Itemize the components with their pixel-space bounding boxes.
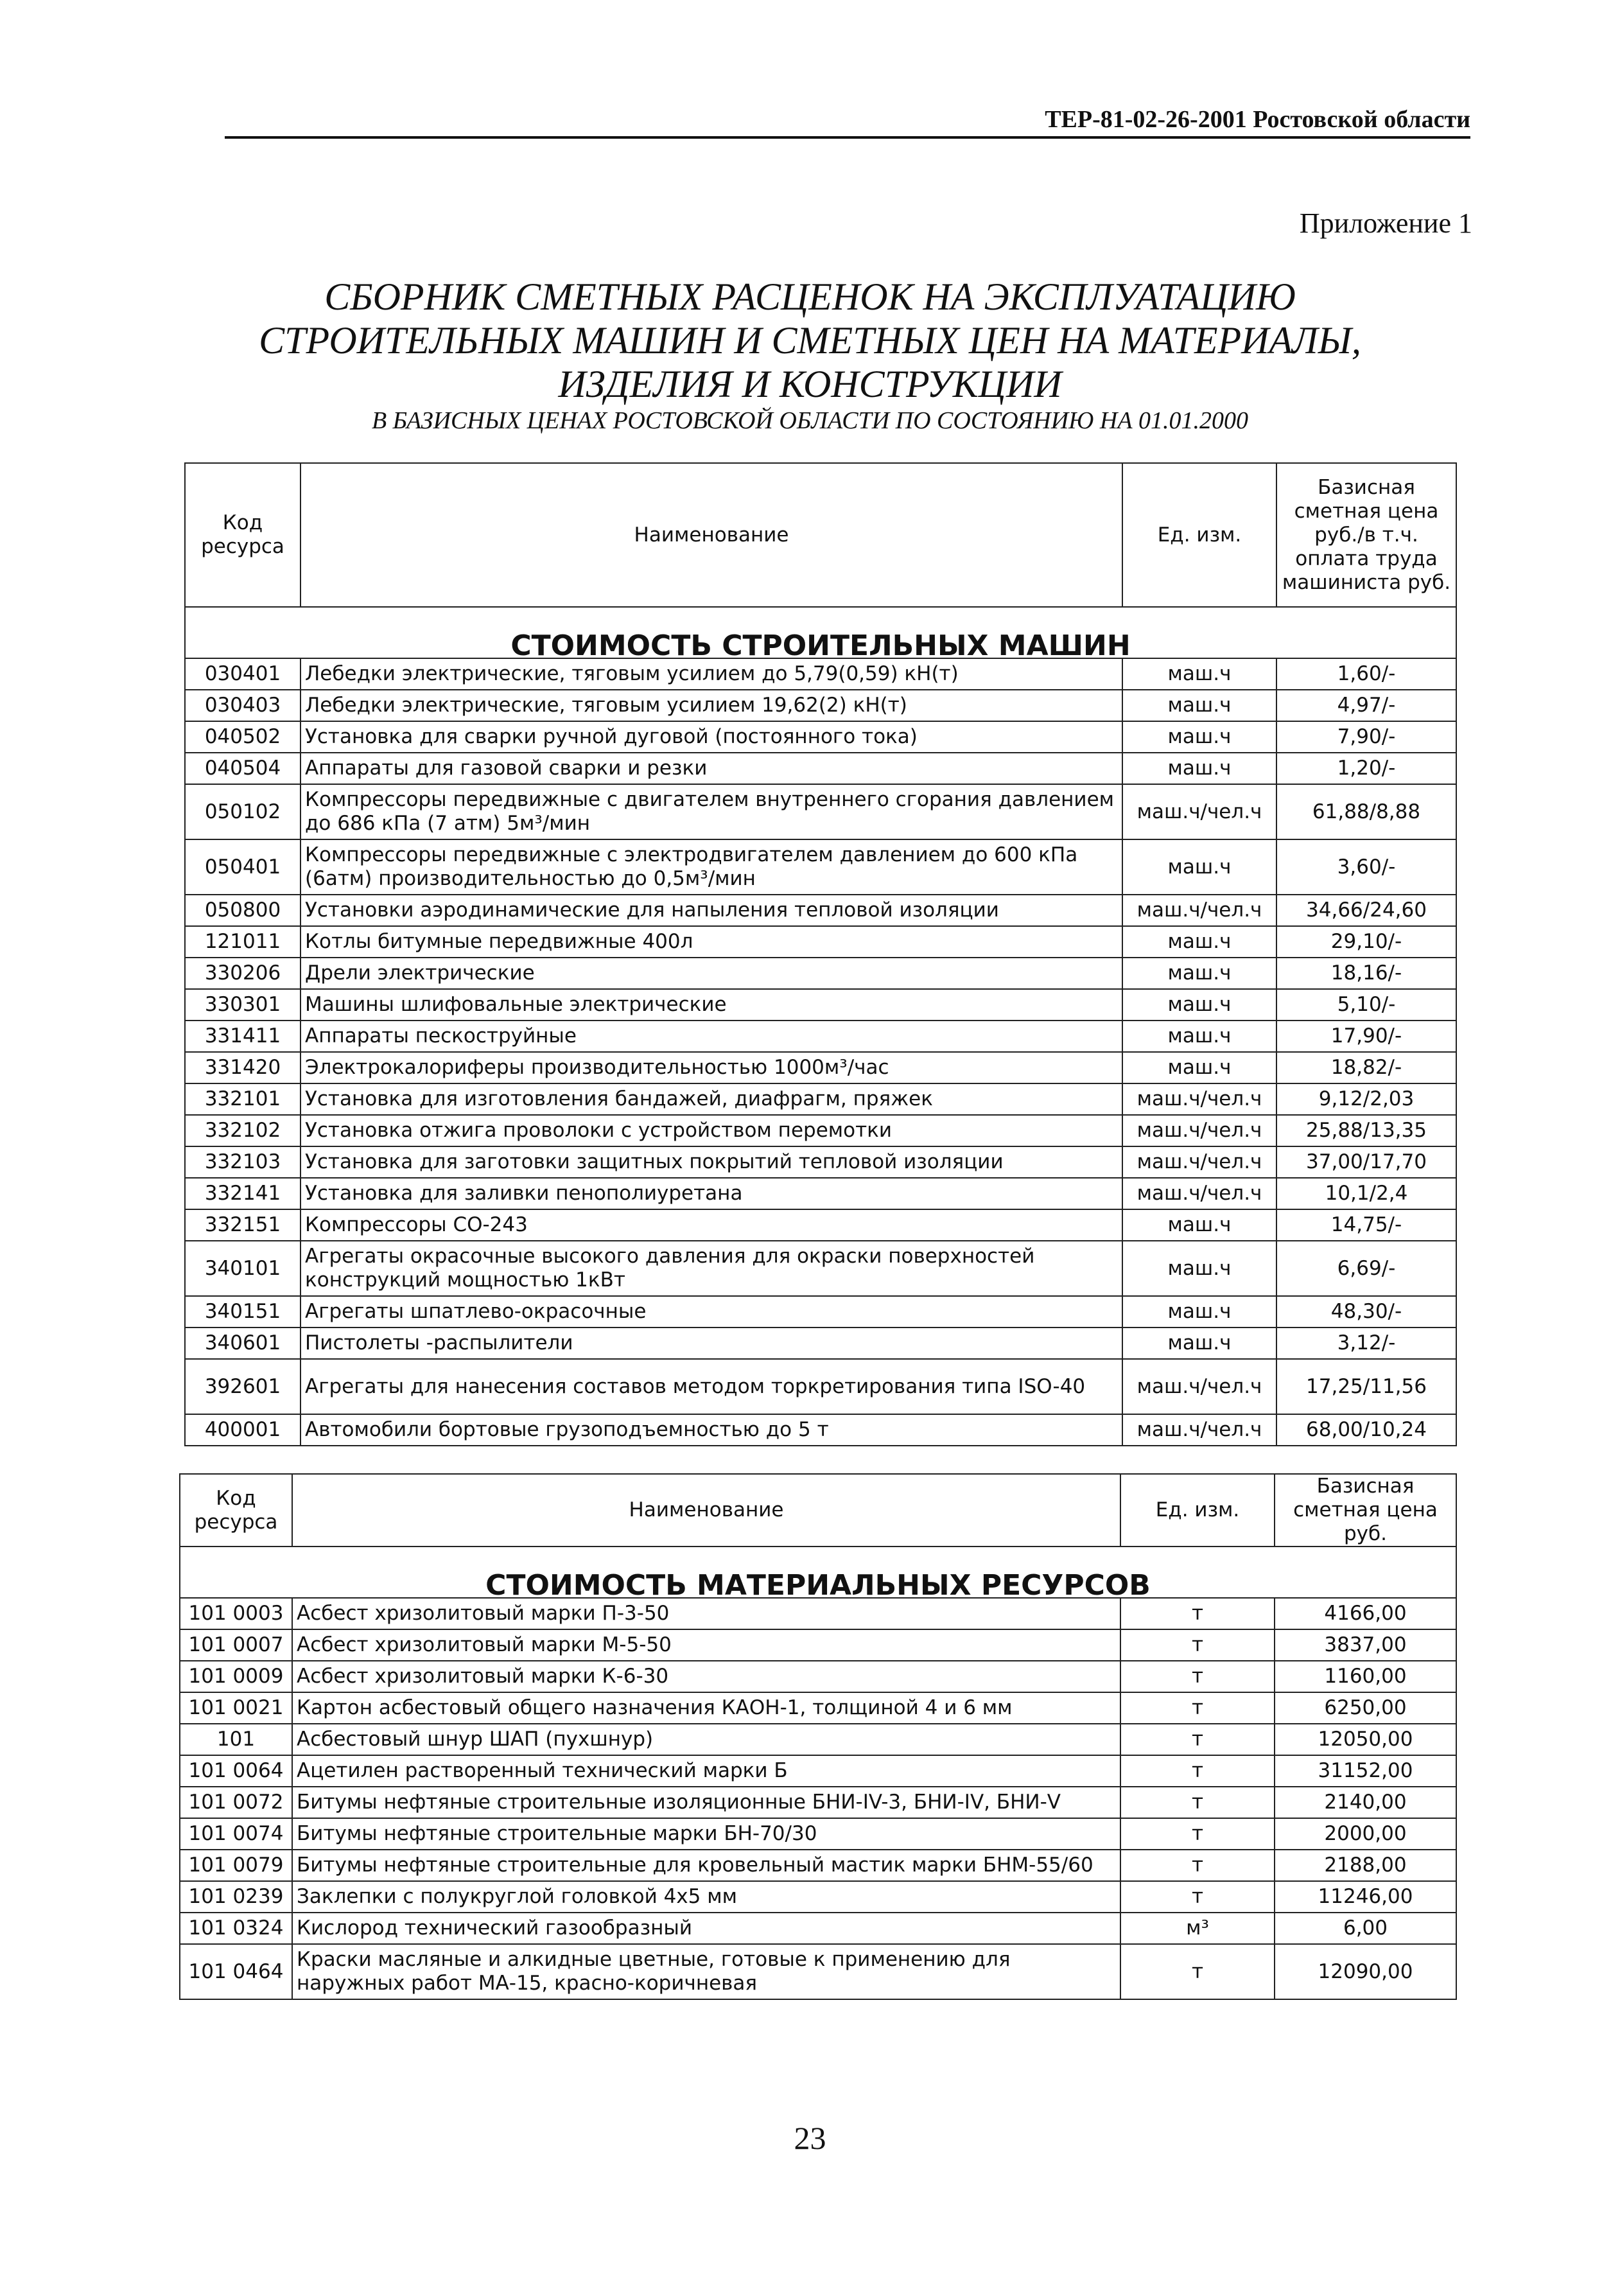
title-line: СТРОИТЕЛЬНЫХ МАШИН И СМЕТНЫХ ЦЕН НА МАТЕРИАЛЫ, [259,319,1361,362]
table-row [180,1692,1456,1724]
table-row [180,1913,1456,1944]
price-cell: 10,1/2,4 [1276,1178,1456,1209]
table-row [185,1178,1456,1209]
resource-code: 101 0009 [180,1661,292,1692]
price-cell: 9,12/2,03 [1276,1083,1456,1115]
resource-name: Заклепки с полукруглой головкой 4х5 мм [292,1881,1120,1913]
appendix-label: Приложение 1 [1299,207,1472,239]
resource-name: Установка для заливки пенополиуретана [300,1178,1122,1209]
unit-cell: маш.ч [1122,1296,1276,1328]
table-row [185,1328,1456,1359]
unit-cell: маш.ч [1122,1052,1276,1083]
table-row [180,1661,1456,1692]
materials-table [179,1473,1457,2000]
resource-name: Картон асбестовый общего назначения КАОН-1, толщиной 4 и 6 мм [292,1692,1120,1724]
table-row [180,1755,1456,1787]
resource-code: 330206 [185,958,300,989]
unit-cell: т [1120,1629,1275,1661]
resource-name: Ацетилен растворенный технический марки Б [292,1755,1120,1787]
header-unit: Ед. изм. [1122,463,1276,607]
header-name: Наименование [300,463,1122,607]
table-row [180,1787,1456,1818]
unit-cell: т [1120,1787,1275,1818]
unit-cell: т [1120,1944,1275,1999]
price-cell: 2140,00 [1275,1787,1456,1818]
price-cell: 12050,00 [1275,1724,1456,1755]
resource-name: Дрели электрические [300,958,1122,989]
table-row [180,1850,1456,1881]
resource-code: 332151 [185,1209,300,1241]
header-price: Базисная сметная цена руб. [1275,1474,1456,1547]
table-row [185,784,1456,839]
resource-code: 331411 [185,1021,300,1052]
resource-code: 332103 [185,1146,300,1178]
resource-name: Лебедки электрические, тяговым усилием до 5,79(0,59) кН(т) [300,658,1122,690]
price-cell: 48,30/- [1276,1296,1456,1328]
resource-name: Кислород технический газообразный [292,1913,1120,1944]
price-cell: 4166,00 [1275,1598,1456,1629]
unit-cell: маш.ч [1122,1021,1276,1052]
table-row [185,1209,1456,1241]
table-row [185,753,1456,784]
resource-name: Краски масляные и алкидные цветные, готовые к применению для наружных работ МА-15, красно-коричневая [292,1944,1120,1999]
table-row [185,1052,1456,1083]
resource-code: 040502 [185,721,300,753]
section-row [185,607,1456,658]
resource-code: 040504 [185,753,300,784]
resource-code: 331420 [185,1052,300,1083]
section-row [180,1547,1456,1598]
resource-name: Агрегаты для нанесения составов методом торкретирования типа ISO-40 [300,1359,1122,1414]
price-cell: 17,90/- [1276,1021,1456,1052]
unit-cell: маш.ч/чел.ч [1122,1083,1276,1115]
resource-name: Машины шлифовальные электрические [300,989,1122,1021]
section-title: СТОИМОСТЬ СТРОИТЕЛЬНЫХ МАШИН [185,607,1456,658]
table-row [185,989,1456,1021]
resource-code: 050401 [185,839,300,895]
resource-code: 332102 [185,1115,300,1146]
unit-cell: т [1120,1661,1275,1692]
header-name: Наименование [292,1474,1120,1547]
unit-cell: маш.ч/чел.ч [1122,1115,1276,1146]
resource-name: Электрокалориферы производительностью 1000м³/час [300,1052,1122,1083]
unit-cell: маш.ч [1122,1241,1276,1296]
table-row [185,1021,1456,1052]
resource-code: 050800 [185,895,300,926]
table-row [185,658,1456,690]
table-row [185,1083,1456,1115]
title-line: ИЗДЕЛИЯ И КОНСТРУКЦИИ [558,363,1062,405]
unit-cell: маш.ч/чел.ч [1122,1178,1276,1209]
unit-cell: маш.ч [1122,1209,1276,1241]
price-cell: 37,00/17,70 [1276,1146,1456,1178]
resource-code: 101 0072 [180,1787,292,1818]
table-row [185,1241,1456,1296]
table-row [185,1359,1456,1414]
table-row [180,1598,1456,1629]
resource-name: Асбестовый шнур ШАП (пухшнур) [292,1724,1120,1755]
resource-name: Лебедки электрические, тяговым усилием 19,62(2) кН(т) [300,690,1122,721]
resource-code: 392601 [185,1359,300,1414]
resource-code: 101 0021 [180,1692,292,1724]
unit-cell: маш.ч [1122,1328,1276,1359]
table-row [185,1115,1456,1146]
resource-name: Установка отжига проволоки с устройством перемотки [300,1115,1122,1146]
price-cell: 1,60/- [1276,658,1456,690]
price-cell: 6250,00 [1275,1692,1456,1724]
unit-cell: маш.ч [1122,658,1276,690]
resource-name: Аппараты пескоструйные [300,1021,1122,1052]
resource-code: 332141 [185,1178,300,1209]
resource-name: Битумы нефтяные строительные изоляционные БНИ-IV-3, БНИ-IV, БНИ-V [292,1787,1120,1818]
resource-name: Установки аэродинамические для напыления тепловой изоляции [300,895,1122,926]
resource-code: 101 0239 [180,1881,292,1913]
resource-code: 101 0064 [180,1755,292,1787]
price-cell: 3,12/- [1276,1328,1456,1359]
resource-code: 340601 [185,1328,300,1359]
price-cell: 3837,00 [1275,1629,1456,1661]
resource-code: 050102 [185,784,300,839]
price-cell: 7,90/- [1276,721,1456,753]
resource-name: Котлы битумные передвижные 400л [300,926,1122,958]
resource-code: 101 [180,1724,292,1755]
price-cell: 6,69/- [1276,1241,1456,1296]
table-row [185,1146,1456,1178]
resource-code: 330301 [185,989,300,1021]
table-row [185,926,1456,958]
resource-code: 340101 [185,1241,300,1296]
page-number: 23 [794,2120,826,2156]
unit-cell: т [1120,1850,1275,1881]
unit-cell: т [1120,1692,1275,1724]
resource-name: Асбест хризолитовый марки М-5-50 [292,1629,1120,1661]
unit-cell: маш.ч [1122,989,1276,1021]
table-row [180,1944,1456,1999]
title-line: СБОРНИК СМЕТНЫХ РАСЦЕНОК НА ЭКСПЛУАТАЦИЮ [324,276,1296,318]
table-row [185,721,1456,753]
header-price: Базисная сметная цена руб./в т.ч. оплата труда машиниста руб. [1276,463,1456,607]
price-cell: 34,66/24,60 [1276,895,1456,926]
resource-code: 101 0324 [180,1913,292,1944]
unit-cell: маш.ч/чел.ч [1122,1359,1276,1414]
resource-code: 400001 [185,1414,300,1446]
unit-cell: маш.ч/чел.ч [1122,1414,1276,1446]
table-row [185,1414,1456,1446]
price-cell: 17,25/11,56 [1276,1359,1456,1414]
price-cell: 1160,00 [1275,1661,1456,1692]
unit-cell: маш.ч [1122,721,1276,753]
price-cell: 14,75/- [1276,1209,1456,1241]
unit-cell: м³ [1120,1913,1275,1944]
resource-code: 101 0464 [180,1944,292,1999]
document-title [167,275,1453,406]
table-row [180,1629,1456,1661]
table-row [185,839,1456,895]
running-header [225,103,1470,139]
table-row [180,1881,1456,1913]
resource-name: Установка для изготовления бандажей, диафрагм, пряжек [300,1083,1122,1115]
unit-cell: маш.ч [1122,753,1276,784]
unit-cell: маш.ч [1122,690,1276,721]
resource-name: Агрегаты окрасочные высокого давления для окраски поверхностей конструкций мощностью 1кВт [300,1241,1122,1296]
price-cell: 3,60/- [1276,839,1456,895]
price-cell: 68,00/10,24 [1276,1414,1456,1446]
resource-name: Пистолеты -распылители [300,1328,1122,1359]
table-row [185,958,1456,989]
unit-cell: маш.ч/чел.ч [1122,1146,1276,1178]
price-cell: 11246,00 [1275,1881,1456,1913]
price-cell: 61,88/8,88 [1276,784,1456,839]
machines-table [184,462,1457,1446]
price-cell: 4,97/- [1276,690,1456,721]
resource-name: Агрегаты шпатлево-окрасочные [300,1296,1122,1328]
unit-cell: т [1120,1598,1275,1629]
header-code: Код ресурса [185,463,300,607]
price-cell: 25,88/13,35 [1276,1115,1456,1146]
table-row [180,1724,1456,1755]
price-cell: 18,82/- [1276,1052,1456,1083]
price-cell: 29,10/- [1276,926,1456,958]
table-row [180,1818,1456,1850]
document-subtitle: В БАЗИСНЫХ ЦЕНАХ РОСТОВСКОЙ ОБЛАСТИ ПО СОСТОЯНИЮ НА 01.01.2000 [371,407,1249,434]
resource-name: Компрессоры передвижные с двигателем внутреннего сгорания давлением до 686 кПа (7 атм) 5м³/мин [300,784,1122,839]
table-header-row [180,1474,1456,1547]
price-cell: 6,00 [1275,1913,1456,1944]
unit-cell: т [1120,1881,1275,1913]
table-row [185,1296,1456,1328]
resource-name: Аппараты для газовой сварки и резки [300,753,1122,784]
resource-code: 121011 [185,926,300,958]
resource-code: 101 0003 [180,1598,292,1629]
price-cell: 2188,00 [1275,1850,1456,1881]
unit-cell: маш.ч/чел.ч [1122,895,1276,926]
resource-name: Битумы нефтяные строительные для кровельный мастик марки БНМ-55/60 [292,1850,1120,1881]
table-row [185,690,1456,721]
resource-code: 101 0079 [180,1850,292,1881]
unit-cell: т [1120,1818,1275,1850]
resource-code: 030403 [185,690,300,721]
price-cell: 18,16/- [1276,958,1456,989]
resource-code: 101 0074 [180,1818,292,1850]
unit-cell: маш.ч [1122,926,1276,958]
resource-name: Автомобили бортовые грузоподъемностью до 5 т [300,1414,1122,1446]
resource-name: Асбест хризолитовый марки П-3-50 [292,1598,1120,1629]
header-unit: Ед. изм. [1120,1474,1275,1547]
unit-cell: маш.ч [1122,958,1276,989]
resource-code: 332101 [185,1083,300,1115]
resource-code: 340151 [185,1296,300,1328]
price-cell: 5,10/- [1276,989,1456,1021]
unit-cell: маш.ч/чел.ч [1122,784,1276,839]
table-row [185,895,1456,926]
unit-cell: маш.ч [1122,839,1276,895]
header-code: Код ресурса [180,1474,292,1547]
resource-code: 030401 [185,658,300,690]
resource-name: Асбест хризолитовый марки К-6-30 [292,1661,1120,1692]
resource-code: 101 0007 [180,1629,292,1661]
unit-cell: т [1120,1724,1275,1755]
price-cell: 12090,00 [1275,1944,1456,1999]
resource-name: Битумы нефтяные строительные марки БН-70/30 [292,1818,1120,1850]
table-header-row [185,463,1456,607]
resource-name: Установка для заготовки защитных покрытий тепловой изоляции [300,1146,1122,1178]
price-cell: 31152,00 [1275,1755,1456,1787]
resource-name: Установка для сварки ручной дуговой (постоянного тока) [300,721,1122,753]
price-cell: 2000,00 [1275,1818,1456,1850]
section-title: СТОИМОСТЬ МАТЕРИАЛЬНЫХ РЕСУРСОВ [180,1547,1456,1598]
resource-name: Компрессоры передвижные с электродвигателем давлением до 600 кПа (6атм) производительностью до 0,5м³/мин [300,839,1122,895]
price-cell: 1,20/- [1276,753,1456,784]
resource-name: Компрессоры СО-243 [300,1209,1122,1241]
unit-cell: т [1120,1755,1275,1787]
document-code: ТЕР-81-02-26-2001 Ростовской области [1045,106,1470,133]
